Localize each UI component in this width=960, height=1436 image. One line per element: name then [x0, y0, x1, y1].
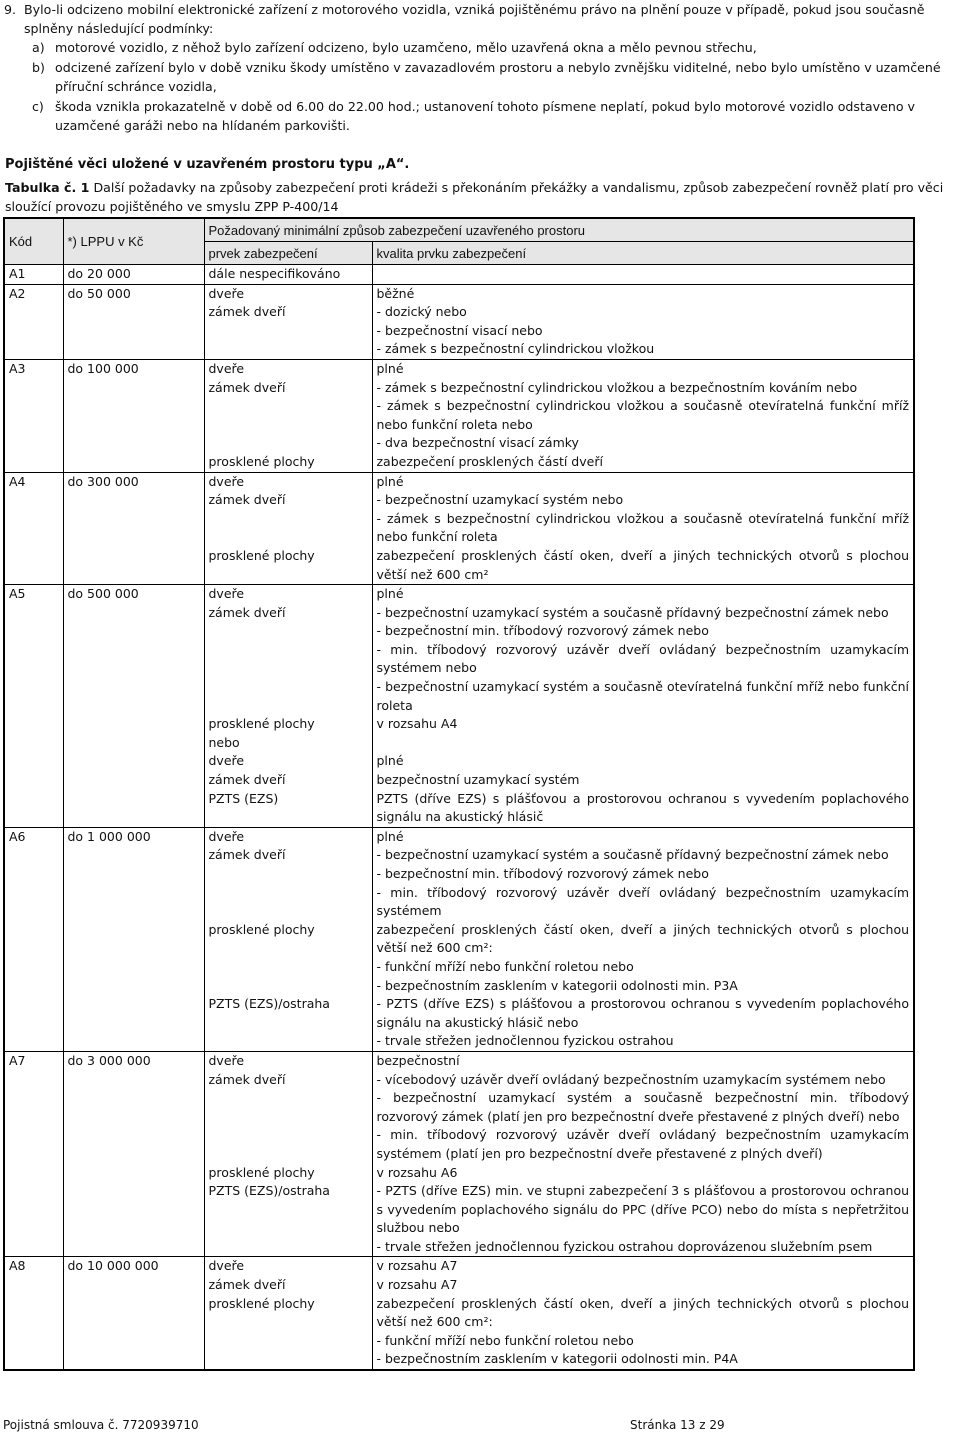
footer-page-number: Stránka 13 z 29: [630, 1418, 725, 1432]
quality-line: - min. tříbodový rozvorový uzávěr dveří ovládaný bezpečnostním uzamykacím systémem (platí jen pro bezpečnostní dveře přestavené z plných dveří): [376, 1127, 910, 1161]
quality-line: - bezpečnostní uzamykací systém nebo: [376, 492, 624, 508]
security-element: zámek dveří: [204, 491, 372, 547]
header-code: Kód: [4, 218, 63, 265]
security-quality: [372, 734, 914, 753]
table-row: [4, 284, 914, 303]
security-quality: [372, 1295, 914, 1370]
quality-line: - min. tříbodový rozvorový uzávěr dveří ovládaný bezpečnostním uzamykacím systémem: [376, 884, 910, 919]
clause-lead-text: Bylo-li odcizeno mobilní elektronické zařízení z motorového vozidla, vzniká pojištěnému právo na plnění pouze v případě, pokud jsou současně splněny následující podmínky:: [24, 2, 925, 36]
security-element: dveře: [204, 752, 372, 771]
security-quality: [372, 995, 914, 1051]
quality-line: - trvale střežen jednočlennou fyzickou ostrahou: [376, 1033, 674, 1049]
security-element: zámek dveří: [204, 303, 372, 359]
quality-line: - min. tříbodový rozvorový uzávěr dveří ovládaný bezpečnostním uzamykacím systémem nebo: [376, 641, 910, 676]
table-row: [4, 1051, 914, 1070]
limit-value: do 500 000: [63, 585, 204, 828]
security-quality: [372, 1164, 914, 1183]
table-caption-text: Další požadavky na způsoby zabezpečení proti krádeži s překonáním překážky a vandalismu, způsob zabezpečení rovněž platí pro věci sloužící provozu pojištěného ve smyslu ZPP P-400/14: [5, 180, 944, 214]
security-quality: [372, 921, 914, 995]
header-quality: kvalita prvku zabezpečení: [372, 242, 914, 265]
security-quality: [372, 604, 914, 716]
security-element: zámek dveří: [204, 771, 372, 790]
security-code: A3: [4, 359, 63, 472]
quality-line: - dva bezpečnostní visací zámky: [376, 435, 579, 451]
security-quality: [372, 453, 914, 472]
quality-line: - dozický nebo: [376, 304, 467, 320]
quality-line: - zámek s bezpečnostní cylindrickou vložkou a bezpečnostním kováním nebo: [376, 379, 858, 395]
quality-line: - zámek s bezpečnostní cylindrickou vložkou a současně otevíratelná funkční mříž nebo funkční roleta: [376, 510, 910, 545]
condition-a: a) motorové vozidlo, z něhož bylo zařízení odcizeno, bylo uzamčeno, mělo uzavřená okna a mělo pevnou střechu,: [32, 40, 757, 55]
security-element: PZTS (EZS): [204, 790, 372, 828]
quality-line: - bezpečnostní min. tříbodový rozvorový zámek nebo: [376, 866, 709, 881]
quality-line: - bezpečnostním zasklením v kategorii odolnosti min. P3A: [376, 977, 738, 993]
quality-line: zabezpečení prosklených částí oken, dveří a jiných technických otvorů s plochou větší než 600 cm²:: [376, 921, 910, 956]
security-element: prosklené plochy: [204, 1295, 372, 1370]
security-requirements-table: [3, 217, 915, 1371]
security-quality: [372, 1276, 914, 1295]
security-quality: [372, 547, 914, 585]
security-code: A8: [4, 1257, 63, 1370]
security-quality: [372, 284, 914, 303]
table-row: [4, 585, 914, 604]
table-caption: [5, 178, 957, 216]
quality-line: - bezpečnostní uzamykací systém a současně přídavný bezpečnostní zámek nebo: [376, 847, 889, 863]
quality-line: v rozsahu A4: [376, 716, 458, 732]
security-quality: [372, 771, 914, 790]
condition-b: b) odcizené zařízení bylo v době vzniku škody umístěno v zavazadlovém prostoru a nebylo zvnějšku viditelné, nebo bylo umístěno v uzamčené příruční schránce vozidla,: [32, 59, 941, 94]
security-element: dveře: [204, 472, 372, 491]
table-header: [4, 218, 914, 265]
quality-line: - funkční mříží nebo funkční roletou nebo: [376, 1332, 634, 1348]
security-quality: [372, 752, 914, 771]
table-row: [4, 472, 914, 491]
security-quality: [372, 265, 914, 285]
limit-value: do 100 000: [63, 359, 204, 472]
table-row: [4, 265, 914, 285]
header-group: Požadovaný minimální způsob zabezpečení uzavřeného prostoru: [204, 218, 914, 242]
quality-line: zabezpečení prosklených částí oken, dveří a jiných technických otvorů s plochou větší než 600 cm²: [376, 547, 910, 582]
limit-value: do 300 000: [63, 472, 204, 585]
quality-line: - bezpečnostní uzamykací systém a současně otevíratelná funkční mříž nebo funkční roleta: [376, 679, 910, 713]
security-quality: [372, 491, 914, 547]
security-quality: [372, 790, 914, 828]
limit-value: do 20 000: [63, 265, 204, 285]
table-caption-label: Tabulka č. 1: [5, 180, 90, 195]
security-element: prosklené plochy: [204, 921, 372, 995]
security-quality: [372, 1071, 914, 1164]
security-code: A7: [4, 1051, 63, 1257]
security-element: prosklené plochy: [204, 715, 372, 734]
quality-line: - zámek s bezpečnostní cylindrickou vložkou a současně otevíratelná funkční mříž nebo funkční roleta nebo: [376, 398, 910, 432]
quality-line: - funkční mříží nebo funkční roletou nebo: [376, 958, 634, 974]
security-element: dveře: [204, 827, 372, 846]
security-code: A4: [4, 472, 63, 585]
limit-value: do 10 000 000: [63, 1257, 204, 1370]
security-quality: [372, 303, 914, 359]
security-element: zámek dveří: [204, 846, 372, 920]
security-element: dále nespecifikováno: [204, 265, 372, 285]
quality-line: - bezpečnostní uzamykací systém a současně bezpečnostní min. tříbodový rozvorový zámek (platí jen pro bezpečnostní dveře přestavené z plných dveří) nebo: [376, 1090, 910, 1124]
security-code: A2: [4, 284, 63, 359]
quality-line: v rozsahu A7: [376, 1258, 458, 1274]
limit-value: do 3 000 000: [63, 1051, 204, 1257]
quality-line: plné: [376, 360, 404, 376]
security-element: PZTS (EZS)/ostraha: [204, 995, 372, 1051]
security-quality: [372, 359, 914, 378]
quality-line: - trvale střežen jednočlennou fyzickou ostrahou doprovázenou služebním psem: [376, 1238, 873, 1254]
security-quality: [372, 827, 914, 846]
clause-9: [2, 0, 956, 136]
security-element: zámek dveří: [204, 1276, 372, 1295]
quality-line: - zámek s bezpečnostní cylindrickou vložkou: [376, 341, 655, 357]
quality-line: zabezpečení prosklených částí oken, dveří a jiných technických otvorů s plochou větší než 600 cm²:: [376, 1295, 910, 1330]
quality-line: - PZTS (dříve EZS) s plášťovou a prostorovou ochranou s vyvedením poplachového signálu na akustický hlásič nebo: [376, 996, 910, 1030]
security-element: dveře: [204, 1257, 372, 1276]
quality-line: v rozsahu A6: [376, 1164, 458, 1180]
security-element: prosklené plochy: [204, 1164, 372, 1183]
limit-value: do 1 000 000: [63, 827, 204, 1051]
quality-line: plné: [376, 473, 404, 489]
security-element: zámek dveří: [204, 379, 372, 453]
quality-line: - vícebodový uzávěr dveří ovládaný bezpečnostním uzamykacím systémem nebo: [376, 1071, 886, 1087]
limit-value: do 50 000: [63, 284, 204, 359]
security-element: prosklené plochy: [204, 547, 372, 585]
security-element: nebo: [204, 734, 372, 753]
security-quality: [372, 472, 914, 491]
security-element: dveře: [204, 284, 372, 303]
security-element: prosklené plochy: [204, 453, 372, 472]
header-element: prvek zabezpečení: [204, 242, 372, 265]
quality-line: PZTS (dříve EZS) s plášťovou a prostorovou ochranou s vyvedením poplachového signálu na akustický hlásič: [376, 790, 910, 825]
security-element: PZTS (EZS)/ostraha: [204, 1182, 372, 1257]
quality-line: běžné: [376, 285, 415, 301]
quality-line: bezpečnostní: [376, 1052, 460, 1068]
security-code: A1: [4, 265, 63, 285]
quality-line: - bezpečnostní uzamykací systém a současně přídavný bezpečnostní zámek nebo: [376, 604, 889, 620]
quality-line: v rozsahu A7: [376, 1277, 458, 1293]
quality-line: plné: [376, 753, 404, 769]
header-limit: *) LPPU v Kč: [63, 218, 204, 265]
security-quality: [372, 585, 914, 604]
quality-line: bezpečnostní uzamykací systém: [376, 772, 580, 788]
security-quality: [372, 1257, 914, 1276]
security-quality: [372, 846, 914, 920]
footer-contract: Pojistná smlouva č. 7720939710: [3, 1418, 199, 1432]
security-code: A5: [4, 585, 63, 828]
security-quality: [372, 1182, 914, 1257]
security-quality: [372, 379, 914, 453]
security-code: A6: [4, 827, 63, 1051]
table-row: [4, 359, 914, 378]
security-element: zámek dveří: [204, 604, 372, 716]
quality-line: zabezpečení prosklených částí dveří: [376, 453, 603, 469]
security-quality: [372, 715, 914, 734]
quality-line: plné: [376, 586, 404, 602]
condition-c: c) škoda vznikla prokazatelně v době od 6.00 do 22.00 hod.; ustanovení tohoto písmene neplatí, pokud bylo motorové vozidlo odstaveno v uzamčené garáži nebo na hlídaném parkovišti.: [32, 98, 915, 133]
clause-9-lead: [2, 0, 956, 38]
table-body: [4, 265, 914, 1371]
quality-line: - bezpečnostní min. tříbodový rozvorový zámek nebo: [376, 623, 709, 639]
quality-line: - PZTS (dříve EZS) min. ve stupni zabezpečení 3 s plášťovou a prostorovou ochranou s vyvedením poplachového signálu do PPC (dříve PCO) nebo do místa s nepřetržitou službou nebo: [376, 1183, 910, 1236]
clause-number: 9.: [4, 2, 17, 17]
security-element: dveře: [204, 359, 372, 378]
quality-line: - bezpečnostním zasklením v kategorii odolnosti min. P4A: [376, 1351, 738, 1367]
section-heading: Pojištěné věci uložené v uzavřeném prostoru typu „A“.: [5, 157, 410, 172]
table-row: [4, 827, 914, 846]
security-element: dveře: [204, 1051, 372, 1070]
security-element: zámek dveří: [204, 1071, 372, 1164]
table-row: [4, 1257, 914, 1276]
security-quality: [372, 1051, 914, 1070]
quality-line: - bezpečnostní visací nebo: [376, 322, 543, 338]
quality-line: plné: [376, 828, 404, 844]
security-element: dveře: [204, 585, 372, 604]
